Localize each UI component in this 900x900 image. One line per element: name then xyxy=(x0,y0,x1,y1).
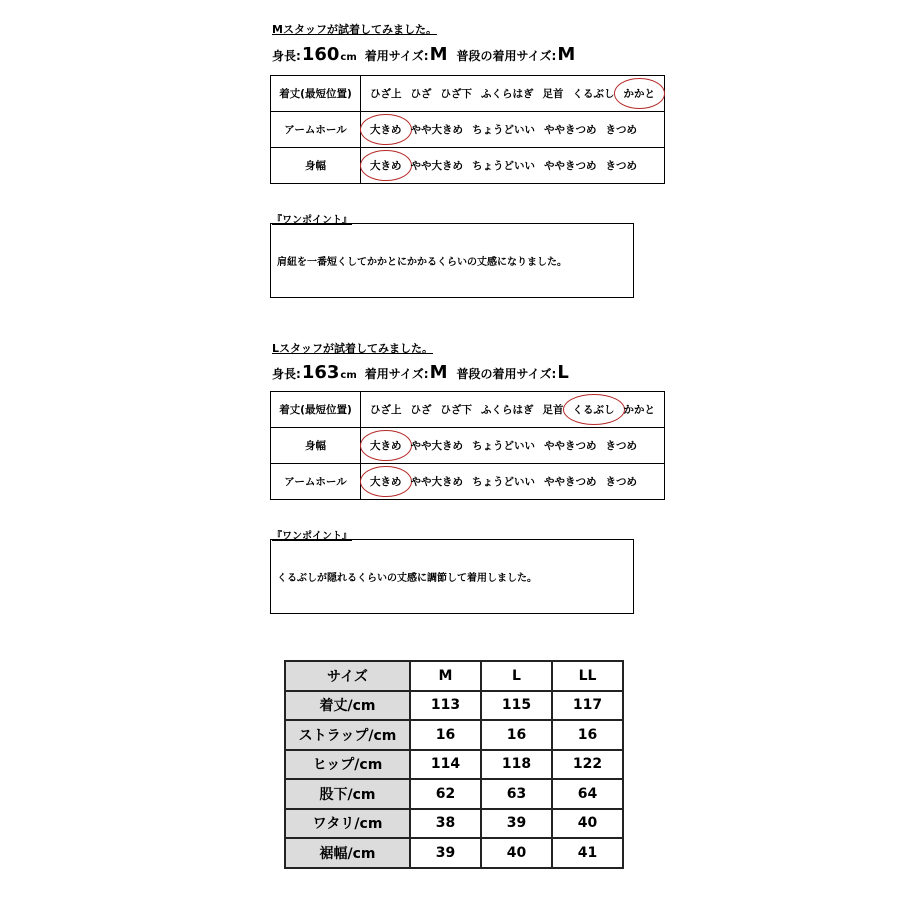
size-row-label: 股下/cm xyxy=(285,779,410,809)
height-value: 163 xyxy=(301,362,340,383)
selected-option: 大きめ xyxy=(370,160,402,172)
l-point-box xyxy=(270,539,634,614)
size-cell: 115 xyxy=(481,691,552,721)
fit-row xyxy=(271,148,665,184)
fit-option: ちょうどいい xyxy=(472,476,535,488)
fit-row-options xyxy=(361,464,665,500)
fit-option: やや大きめ xyxy=(410,476,463,488)
fit-option: ひざ下 xyxy=(440,404,472,416)
size-cell: 122 xyxy=(552,750,623,780)
size-header-row xyxy=(285,661,623,691)
fit-row-options xyxy=(361,76,665,112)
size-label: 着用サイズ: xyxy=(364,49,429,63)
fit-option: やや大きめ xyxy=(410,440,463,452)
size-cell: 114 xyxy=(410,750,481,780)
m-staff-info xyxy=(272,44,576,65)
size-cell: 118 xyxy=(481,750,552,780)
size-cell: 16 xyxy=(481,720,552,750)
fit-option: ややきつめ xyxy=(544,440,597,452)
fit-option: ちょうどいい xyxy=(472,124,535,136)
size-row xyxy=(285,809,623,839)
fit-row xyxy=(271,392,665,428)
l-staff-info xyxy=(272,362,570,383)
size-header-cell: サイズ xyxy=(285,661,410,691)
fit-option: かかと xyxy=(623,404,655,416)
fit-row-label: アームホール xyxy=(271,112,361,148)
fit-row-options xyxy=(361,392,665,428)
fit-option: ひざ上 xyxy=(370,88,402,100)
size-row xyxy=(285,750,623,780)
usual-size-label: 普段の着用サイズ: xyxy=(456,367,557,381)
size-header-cell: L xyxy=(481,661,552,691)
size-value: M xyxy=(429,44,448,65)
size-cell: 117 xyxy=(552,691,623,721)
size-cell: 40 xyxy=(481,838,552,868)
fit-row xyxy=(271,76,665,112)
size-row xyxy=(285,720,623,750)
m-point-box xyxy=(270,223,634,298)
size-row xyxy=(285,779,623,809)
size-row-label: ワタリ/cm xyxy=(285,809,410,839)
fit-option: ひざ下 xyxy=(440,88,472,100)
fit-option: 足首 xyxy=(542,404,564,416)
fit-option: きつめ xyxy=(605,440,637,452)
fit-option: ひざ xyxy=(410,404,432,416)
fit-row-options xyxy=(361,428,665,464)
size-cell: 39 xyxy=(410,838,481,868)
fit-row xyxy=(271,112,665,148)
size-table xyxy=(284,660,624,869)
fit-row-label: 着丈(最短位置) xyxy=(271,76,361,112)
fit-option: きつめ xyxy=(605,124,637,136)
size-row-label: ヒップ/cm xyxy=(285,750,410,780)
fit-option: くるぶし xyxy=(572,88,615,100)
m-fit-table xyxy=(270,75,665,184)
fit-option: やや大きめ xyxy=(410,160,463,172)
size-cell: 16 xyxy=(552,720,623,750)
l-staff-title: Lスタッフが試着してみました。 xyxy=(272,342,434,355)
size-row-label: ストラップ/cm xyxy=(285,720,410,750)
size-cell: 16 xyxy=(410,720,481,750)
size-cell: 113 xyxy=(410,691,481,721)
m-point-text: 肩紐を一番短くしてかかとにかかるくらいの丈感になりました。 xyxy=(277,257,567,268)
size-header-cell: M xyxy=(410,661,481,691)
height-label: 身長: xyxy=(272,49,301,63)
fit-row xyxy=(271,464,665,500)
size-row xyxy=(285,838,623,868)
fit-option: ちょうどいい xyxy=(472,160,535,172)
height-unit: cm xyxy=(340,52,357,63)
size-cell: 40 xyxy=(552,809,623,839)
selected-option: 大きめ xyxy=(370,476,402,488)
fit-option: ふくらはぎ xyxy=(481,88,534,100)
size-header-cell: LL xyxy=(552,661,623,691)
fit-option: ややきつめ xyxy=(544,160,597,172)
size-cell: 39 xyxy=(481,809,552,839)
size-cell: 64 xyxy=(552,779,623,809)
fit-option: きつめ xyxy=(605,160,637,172)
l-point-text: くるぶしが隠れるくらいの丈感に調節して着用しました。 xyxy=(277,573,537,584)
size-cell: 63 xyxy=(481,779,552,809)
l-point-label: 『ワンポイント』 xyxy=(272,531,352,542)
m-point-label: 『ワンポイント』 xyxy=(272,215,352,226)
l-fit-table xyxy=(270,391,665,500)
size-cell: 38 xyxy=(410,809,481,839)
fit-option: きつめ xyxy=(605,476,637,488)
fit-row-label: アームホール xyxy=(271,464,361,500)
size-cell: 41 xyxy=(552,838,623,868)
selected-option: かかと xyxy=(623,88,655,100)
selected-option: 大きめ xyxy=(370,124,402,136)
fit-option: ややきつめ xyxy=(544,124,597,136)
size-value: M xyxy=(429,362,448,383)
fit-option: ふくらはぎ xyxy=(481,404,534,416)
fit-row-options xyxy=(361,112,665,148)
fit-option: ひざ上 xyxy=(370,404,402,416)
selected-option: 大きめ xyxy=(370,440,402,452)
fit-row-label: 身幅 xyxy=(271,428,361,464)
size-label: 着用サイズ: xyxy=(364,367,429,381)
size-row xyxy=(285,691,623,721)
usual-size-label: 普段の着用サイズ: xyxy=(456,49,557,63)
usual-size-value: L xyxy=(557,362,569,383)
height-value: 160 xyxy=(301,44,340,65)
fit-option: やや大きめ xyxy=(410,124,463,136)
height-label: 身長: xyxy=(272,367,301,381)
fit-option: 足首 xyxy=(542,88,564,100)
size-cell: 62 xyxy=(410,779,481,809)
fit-option: ややきつめ xyxy=(544,476,597,488)
fit-row xyxy=(271,428,665,464)
fit-row-label: 身幅 xyxy=(271,148,361,184)
usual-size-value: M xyxy=(557,44,576,65)
m-staff-title: Mスタッフが試着してみました。 xyxy=(272,23,437,36)
fit-row-label: 着丈(最短位置) xyxy=(271,392,361,428)
selected-option: くるぶし xyxy=(572,404,615,416)
fit-option: ひざ xyxy=(410,88,432,100)
size-row-label: 裾幅/cm xyxy=(285,838,410,868)
fit-row-options xyxy=(361,148,665,184)
fit-option: ちょうどいい xyxy=(472,440,535,452)
size-row-label: 着丈/cm xyxy=(285,691,410,721)
height-unit: cm xyxy=(340,370,357,381)
